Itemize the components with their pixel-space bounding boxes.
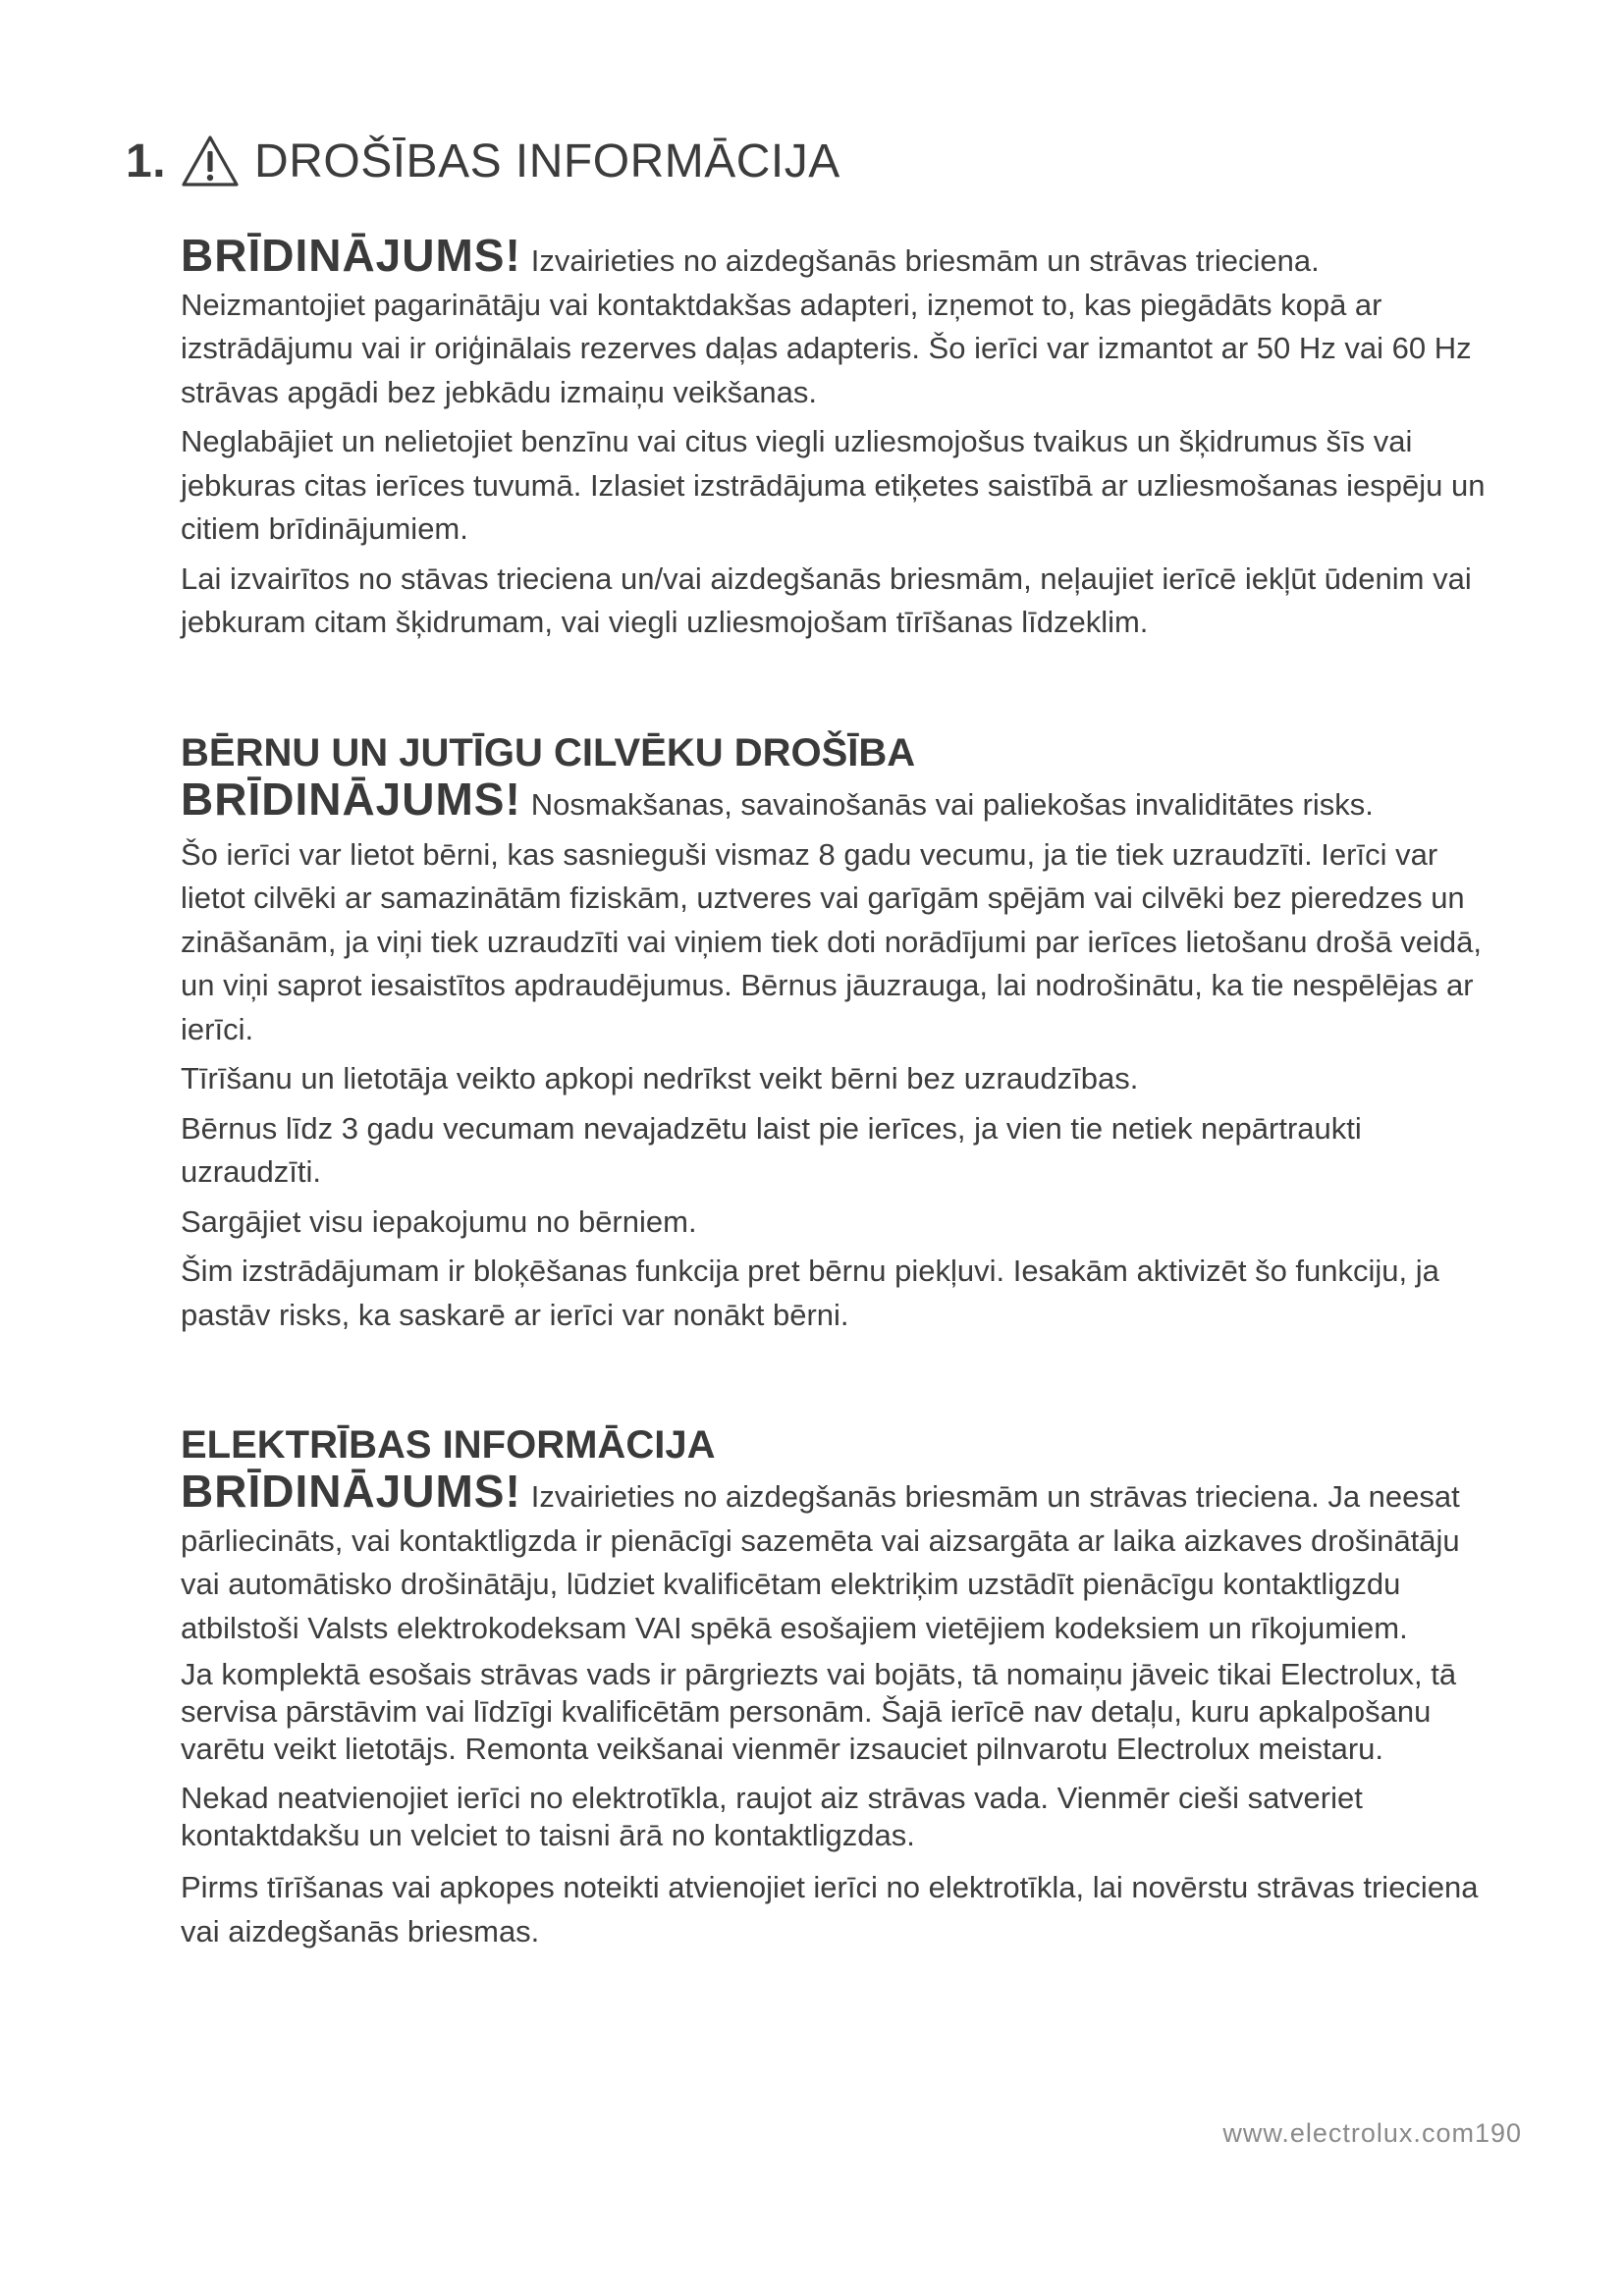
chapter-heading: [126, 133, 840, 188]
warning-paragraph: [181, 230, 1506, 414]
warning-triangle-icon: [180, 133, 241, 188]
paragraph: Nekad neatvienojiet ierīci no elektrotīkla, raujot aiz strāvas vada. Vienmēr cieši satveriet kontaktdakšu un velciet to taisni ārā no kontaktligzdas.: [181, 1781, 1363, 1852]
footer-url-page-number: www.electrolux.com190: [1222, 2118, 1522, 2148]
section-child-safety: [181, 730, 1506, 1343]
warning-label: BRĪDINĀJUMS!: [181, 774, 521, 825]
paragraph: Lai izvairītos no stāvas trieciena un/vai aizdegšanās briesmām, neļaujiet ierīcē iekļūt ūdenim vai jebkuram citam šķidrumam, vai viegli uzliesmojošam tīrīšanas līdzeklim.: [181, 561, 1472, 639]
warning-paragraph: [181, 1466, 1506, 1650]
section-title: ELEKTRĪBAS INFORMĀCIJA: [181, 1423, 716, 1467]
paragraph: Sargājiet visu iepakojumu no bērniem.: [181, 1203, 697, 1239]
paragraph: Pirms tīrīšanas vai apkopes noteikti atvienojiet ierīci no elektrotīkla, lai novērstu strāvas trieciena vai aizdegšanās briesmas.: [181, 1870, 1479, 1949]
paragraph: Ja komplektā esošais strāvas vads ir pārgriezts vai bojāts, tā nomaiņu jāveic tikai Electrolux, tā servisa pārstāvim vai līdzīgi kvalificētām personām. Šajā ierīcē nav detaļu, kuru apkalpošanu varētu veikt lietotājs. Remonta veikšanai vienmēr izsauciet pilnvarotu Electrolux meistaru.: [181, 1657, 1457, 1766]
warning-text: Nosmakšanas, savainošanās vai paliekošas invaliditātes risks.: [530, 787, 1374, 822]
chapter-title: DROŠĪBAS INFORMĀCIJA: [254, 134, 840, 187]
warning-paragraph: [181, 774, 1506, 828]
paragraph: Šo ierīci var lietot bērni, kas sasnieguši vismaz 8 gadu vecumu, ja tie tiek uzraudzīti. Ierīci var lietot cilvēki ar samazinātām fiziskām, uztveres vai garīgām spējām vai cilvēki bez pieredzes un zināšanām, ja viņi tiek uzraudzīti vai viņiem tiek doti norādījumi par ierīces lietošanu drošā veidā, un viņi saprot iesaistītos apdraudējumus. Bērnus jāuzrauga, lai nodrošinātu, ka tie nespēlējas ar ierīci.: [181, 836, 1483, 1046]
warning-label: BRĪDINĀJUMS!: [181, 230, 521, 281]
paragraph: Tīrīšanu un lietotāja veikto apkopi nedrīkst veikt bērni bez uzraudzības.: [181, 1061, 1139, 1095]
warning-text: Izvairieties no aizdegšanās briesmām un strāvas trieciena. Ja neesat pārliecināts, vai kontaktligzda ir pienācīgi sazemēta vai aizsargāta ar laika aizkaves drošinātāju vai automātisko drošinātāju, lūdziet kvalificētam elektriķim uzstādīt pienācīgu kontaktligzdu atbilstoši Valsts elektrokodeksam VAI spēkā esošajiem vietējiem kodeksiem un rīkojumiem.: [181, 1479, 1460, 1645]
section-title: BĒRNU UN JUTĪGU CILVĒKU DROŠĪBA: [181, 731, 916, 774]
paragraph: Šim izstrādājumam ir bloķēšanas funkcija pret bērnu piekļuvi. Iesakām aktivizēt šo funkciju, ja pastāv risks, ka saskarē ar ierīci var nonākt bērni.: [181, 1254, 1439, 1332]
chapter-number: 1.: [126, 134, 167, 187]
section-general-safety: [181, 230, 1506, 651]
section-electrical-info: [181, 1422, 1506, 1959]
paragraph: Neglabājiet un nelietojiet benzīnu vai citus viegli uzliesmojošus tvaikus un šķidrumus šīs vai jebkuras citas ierīces tuvumā. Izlasiet izstrādājuma etiķetes saistībā ar uzliesmošanas iespēju un citiem brīdinājumiem.: [181, 424, 1486, 546]
paragraph: Bērnus līdz 3 gadu vecumam nevajadzētu laist pie ierīces, ja vien tie netiek nepārtraukti uzraudzīti.: [181, 1110, 1362, 1189]
warning-text: Izvairieties no aizdegšanās briesmām un strāvas trieciena. Neizmantojiet pagarinātāju vai kontaktdakšas adapteri, izņemot to, kas piegādāts kopā ar izstrādājumu vai ir oriģinālais rezerves daļas adapteris. Šo ierīci var izmantot ar 50 Hz vai 60 Hz strāvas apgādi bez jebkādu izmaiņu veikšanas.: [181, 243, 1472, 409]
warning-label: BRĪDINĀJUMS!: [181, 1466, 521, 1517]
